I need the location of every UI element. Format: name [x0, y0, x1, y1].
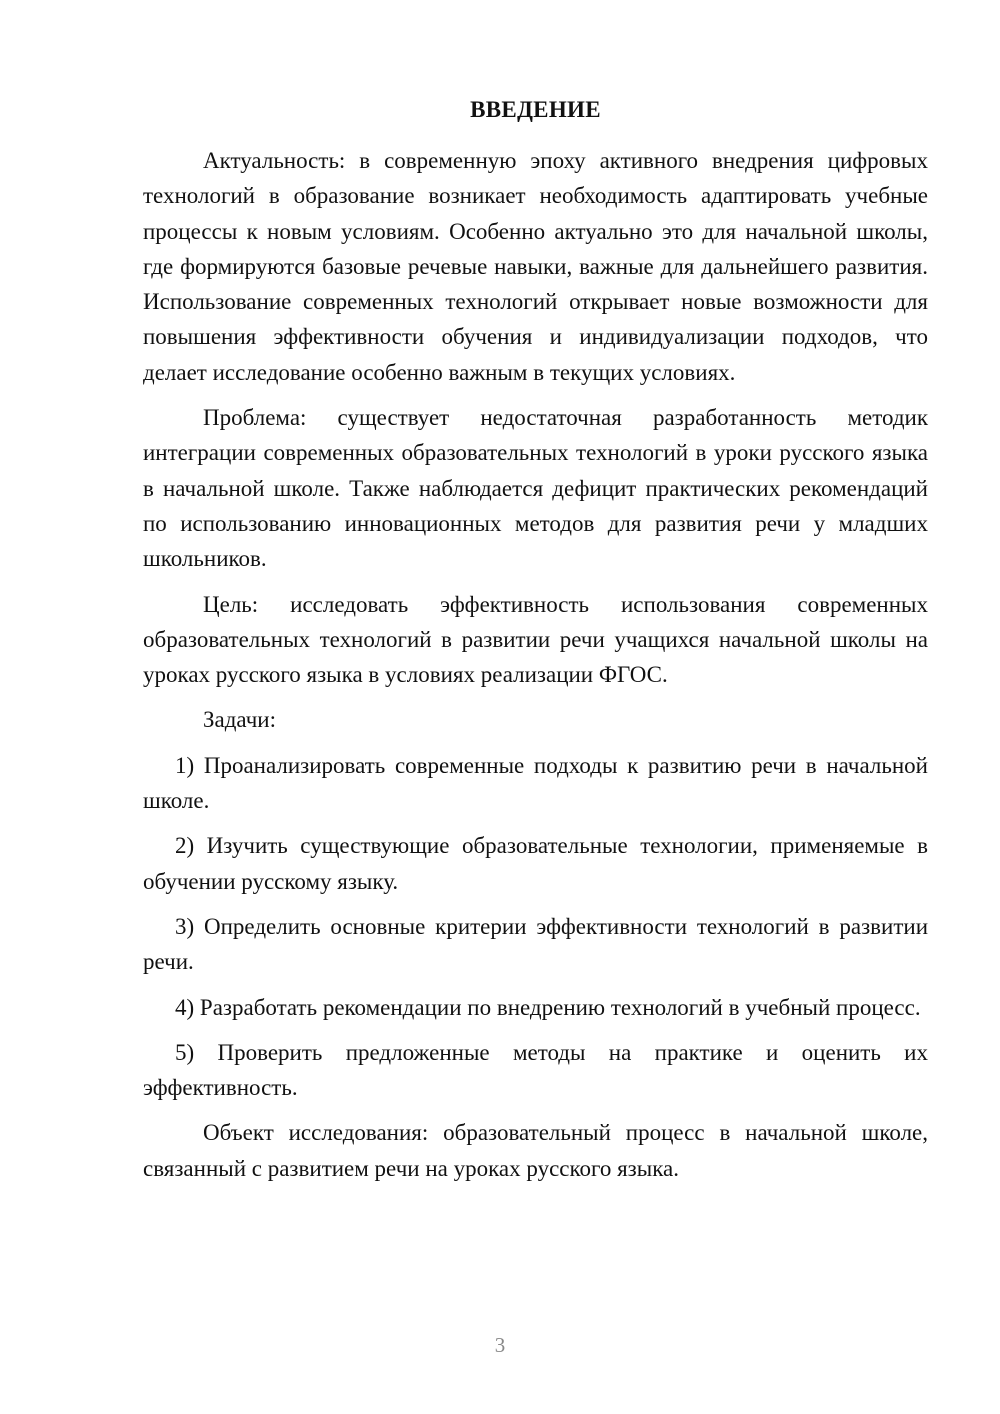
task-item-4: 4) Разработать рекомендации по внедрению технологий в учебный процесс. [175, 994, 921, 1020]
object-paragraph: Объект исследования: образовательный процесс в начальной школе, связанный с развитием речи на уроках русского языка. [143, 1120, 928, 1181]
task-item-5: 5) Проверить предложенные методы на практике и оценить их эффективность. [143, 1039, 928, 1101]
goal-paragraph: Цель: исследовать эффективность использования современных образовательных технологий в развитии речи учащихся начальной школы на уроках русского языка в условиях реализации ФГОС. [143, 591, 928, 688]
tasks-list [143, 748, 928, 1106]
tasks-label: Задачи: [203, 707, 276, 733]
document-page [143, 95, 928, 1196]
task-item-1: 1) Проанализировать современные подходы к развитию речи в начальной школе. [143, 752, 928, 814]
task-item-3: 3) Определить основные критерии эффективности технологий в развитии речи. [143, 913, 928, 975]
page-number: 3 [494, 1333, 506, 1357]
problem-paragraph: Проблема: существует недостаточная разработанность методик интеграции современных образовательных технологий в уроки русского языка в начальной школе. Также наблюдается дефицит практических рекомендаций по использованию инновационных методов для развития речи у младших школьников. [143, 405, 928, 572]
task-item-2: 2) Изучить существующие образовательные технологии, применяемые в обучении русскому языку. [143, 833, 928, 894]
page-title: ВВЕДЕНИЕ [470, 97, 601, 122]
relevance-paragraph: Актуальность: в современную эпоху активного внедрения цифровых технологий в образование возникает необходимость адаптировать учебные процессы к новым условиям. Особенно актуально это для начальной школы, где формируются базовые речевые навыки, важные для дальнейшего развития. Использование современных технологий открывает новые возможности для повышения эффективности обучения и индивидуализации подходов, что делает исследование особенно важным в текущих условиях. [143, 148, 928, 385]
